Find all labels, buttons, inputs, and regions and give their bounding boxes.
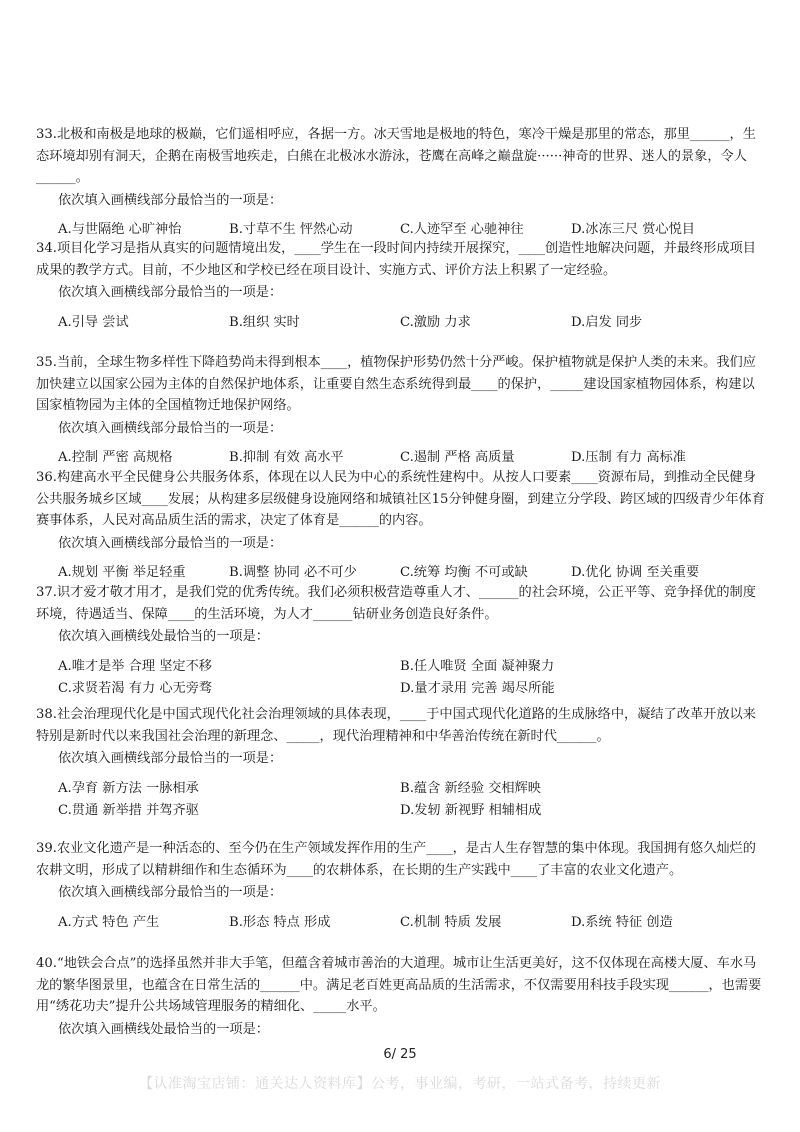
question-35 [36,352,766,469]
options-row [58,562,766,584]
question-stem: 40.“地铁会合点”的选择虽然并非大手笔，但蕴含着城市善治的大道理。城市让生活更美好，这不仅体现在高楼大厦、车水马龙的繁华图景里，也蕴含在日常生活的______中。满足老百姓更高品质的生活需求，不仅需要用科技手段实现______，也需要用“绣花功夫”提升公共场域管理服务的精细化、_____水平。 [36,956,762,1014]
option-b: B.调整 协同 必不可少 [229,565,357,580]
question-prompt: 依次填入画横线部分最恰当的一项是： [58,192,283,208]
option-b: B.任人唯贤 全面 凝神聚力 [400,658,555,674]
question-stem: 35.当前，全球生物多样性下降趋势尚未得到根本____，植物保护形势仍然十分严峻。保护植物就是保护人类的未来。我们应加快建立以国家公园为主体的自然保护地体系，让重要自然生态系统得到最____的保护，_____建设国家植物园体系，构建以国家植物园为主体的全国植物迁地保护网络。 [36,355,756,413]
option-b: B.蕴含 新经验 交相辉映 [400,780,541,796]
question-stem: 38.社会治理现代化是中国式现代化社会治理领域的具体表现，____于中国式现代化道路的生成脉络中，凝结了改革开放以来特别是新时代以来我国社会治理的新理念、_____，现代治理精神和中华善治传统在新时代______。 [36,707,756,744]
question-stem: 33.北极和南极是地球的极巅，它们遥相呼应，各据一方。冰天雪地是极地的特色，寒冷干燥是那里的常态，那里______，生态环境却别有洞天，企鹅在南极雪地疾走，白熊在北极冰水游泳，苍鹰在高峰之巅盘旋······神奇的世界、迷人的景象，令人______。 [36,127,756,185]
option-b: B.形态 特点 形成 [229,914,331,930]
question-prompt: 依次填入画横线处最恰当的一项是： [58,629,269,644]
question-prompt: 依次填入画横线部分最恰当的一项是： [58,420,283,436]
option-c: C.贯通 新举措 并驾齐驱 [58,803,199,818]
options-grid [58,656,766,700]
question-36 [36,467,766,584]
question-prompt: 依次填入画横线处最恰当的一项是： [58,1021,269,1037]
options-row [58,447,766,469]
option-c: C.机制 特质 发展 [400,914,502,930]
question-39 [36,838,766,933]
question-stem: 39.农业文化遗产是一种活态的、至今仍在生产领域发挥作用的生产____，是古人生存智慧的集中体现。我国拥有悠久灿烂的农耕文明，形成了以精耕细作和生态循环为____的农耕体系，在长期的生产实践中____了丰富的农业文化遗产。 [36,841,756,878]
question-prompt: 依次填入画横线部分最恰当的一项是： [58,535,283,551]
option-a: A.孕育 新方法 一脉相承 [58,780,199,796]
question-38 [36,704,766,822]
option-a: A.引导 尝试 [58,314,129,330]
question-stem: 36.构建高水平全民健身公共服务体系，体现在以人民为中心的系统性建构中。从按人口要素____资源布局，到推动全民健身公共服务城乡区域____发展；从构建多层级健身设施网络和城镇社区15分钟健身圈，到建立分学段、跨区域的四级青少年体育赛事体系，人民对高品质生活的需求，决定了体育是______的内容。 [36,470,765,528]
option-a: A.唯才是举 合理 坚定不移 [58,658,212,674]
option-d: D.压制 有力 高标准 [571,450,686,465]
option-c: C.人迹罕至 心驰神往 [400,222,524,237]
option-a: A.与世隔绝 心旷神怡 [58,222,182,237]
option-b: B.寸草不生 怦然心动 [229,222,353,237]
options-row [58,312,766,334]
question-prompt: 依次填入画横线部分最恰当的一项是： [58,285,283,300]
question-stem: 37.识才爱才敬才用才，是我们党的优秀传统。我们必须积极营造尊重人才、______的社会环境，公正平等、竞争择优的制度环境，待遇适当、保障____的生活环境，为人才______钻研业务创造良好条件。 [36,585,756,622]
option-d: D.系统 特征 创造 [571,914,673,930]
option-c: C.激励 力求 [400,314,471,330]
question-33 [36,124,766,241]
option-d: D.优化 协调 至关重要 [571,565,700,580]
question-stem: 34.项目化学习是指从真实的问题情境出发，____学生在一段时间内持续开展探究，____创造性地解决问题，并最终形成项目成果的教学方式。目前，不少地区和学校已经在项目设计、实施方式、评价方法上积累了一定经验。 [36,241,756,278]
option-b: B.抑制 有效 高水平 [229,450,344,465]
option-d: D.量才录用 完善 竭尽所能 [400,681,555,696]
options-row [58,912,766,934]
option-c: C.统筹 均衡 不可或缺 [400,565,528,580]
option-a: A.方式 特色 产生 [58,914,160,930]
option-c: C.遏制 严格 高质量 [400,450,515,465]
option-c: C.求贤若渴 有力 心无旁骛 [58,681,213,696]
question-prompt: 依次填入画横线部分最恰当的一项是： [58,885,283,900]
question-34 [36,238,766,333]
option-a: A.规划 平衡 举足轻重 [58,565,186,580]
option-d: D.启发 同步 [571,314,643,330]
option-b: B.组织 实时 [229,314,300,330]
question-40 [36,953,766,1040]
options-grid [58,778,766,822]
question-37 [36,582,766,700]
question-prompt: 依次填入画横线部分最恰当的一项是： [58,751,283,766]
option-a: A.控制 严密 高规格 [58,450,173,465]
watermark-text: 【认准淘宝店铺：通关达人资料库】公考，事业编，考研，一站式备考，持续更新 [139,1076,661,1092]
option-d: D.冰冻三尺 赏心悦目 [571,222,695,237]
page-number: 6/ 25 [383,1047,417,1062]
option-d: D.发轫 新视野 相辅相成 [400,803,542,818]
